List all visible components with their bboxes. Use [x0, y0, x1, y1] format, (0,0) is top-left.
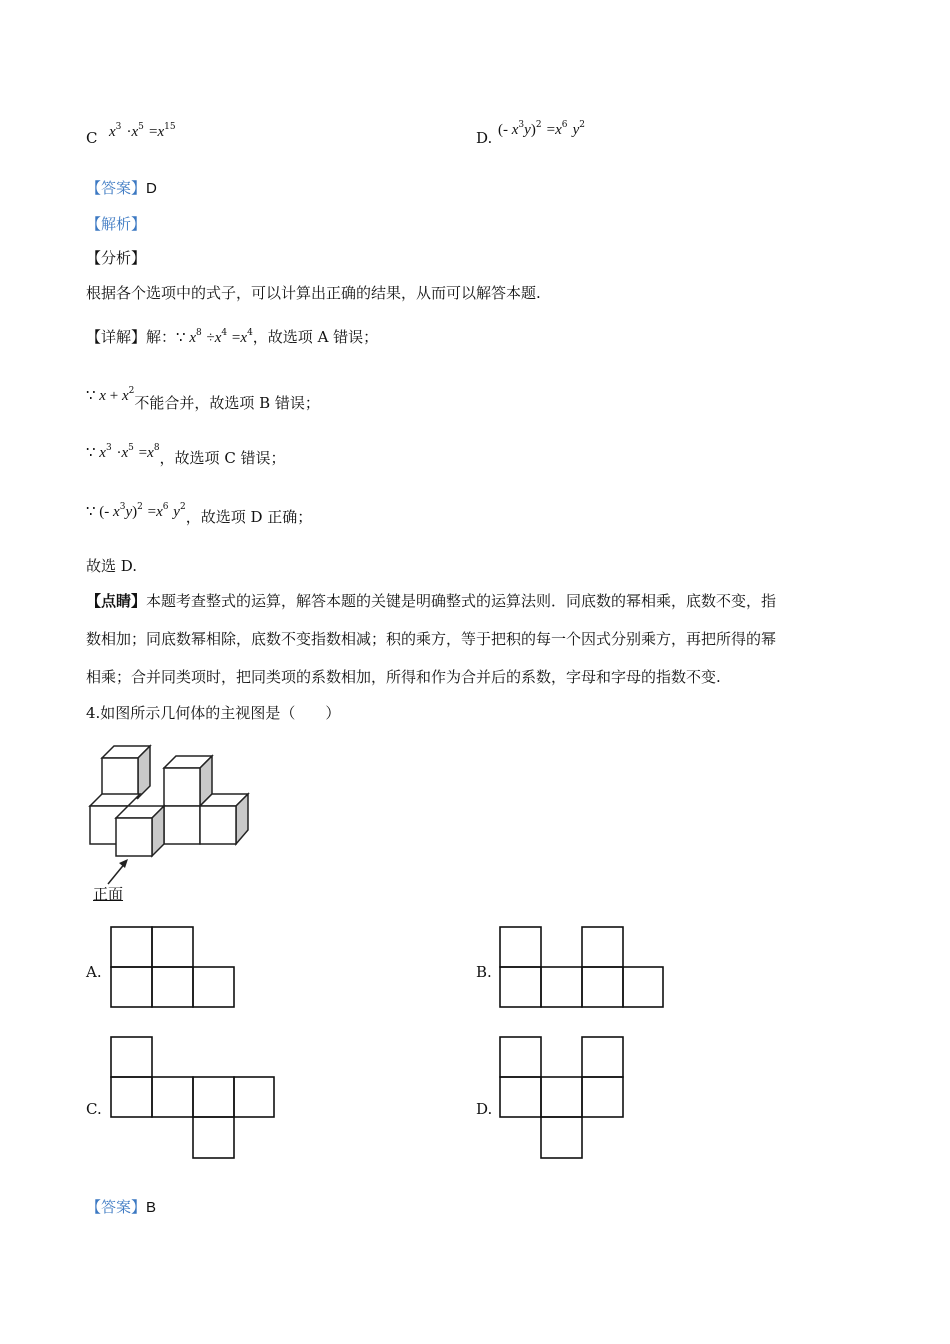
option-d-label-q4: D. — [476, 1100, 493, 1118]
option-c-label: C — [86, 129, 98, 147]
q4-answer-value: B — [146, 1199, 157, 1216]
comment-line-3: 相乘；合并同类项时，把同类项的系数相加，所得和作为合并后的系数，字母和字母的指数不变. — [86, 668, 721, 686]
detail-line-1: 【详解】解：∵ $x^8 \div x^4 =x^4$，故选项 A 错误； — [86, 328, 379, 346]
detail-line-2: ∵ $x + x^2$不能合并，故选项 B 错误； — [86, 386, 320, 412]
comment-text-1: 本题考查整式的运算，解答本题的关键是明确整式的运算法则．同底数的幂相乘，底数不变，指 — [146, 592, 777, 610]
q4-answer-tag: 【答案】 — [86, 1198, 147, 1216]
answer-line — [86, 177, 157, 198]
option-b-label: B. — [476, 963, 492, 981]
question-4-stem: 4.如图所示几何体的主视图是（ ） — [86, 704, 341, 722]
detail-conclusion: 故选 D. — [86, 557, 138, 575]
answer-value: D — [146, 180, 157, 197]
solid-figure — [88, 742, 253, 892]
detail-line-1-tail: ，故选项 A 错误； — [252, 328, 379, 346]
detail-line-4: ∵ (- $x^3y)^2 =x^6$ $y^2$，故选项 D 正确； — [86, 502, 313, 526]
analysis-tag: 【解析】 — [86, 215, 147, 233]
option-c-formula: $x^3 \cdot x^5 =x^{15}$ — [109, 122, 176, 140]
option-d-formula: (- $x^3y)^2 =x^6$ $y^2$ — [498, 120, 586, 138]
option-d-view — [499, 1036, 625, 1160]
q4-answer-line — [86, 1196, 156, 1217]
option-b-view — [499, 926, 665, 1008]
option-c-label-q4: C. — [86, 1100, 102, 1118]
comment-line-1 — [86, 590, 776, 611]
option-a-view — [110, 926, 236, 1008]
option-c-view — [110, 1036, 276, 1160]
detail-line-3: ∵ $x^3 \cdot x^5 =x^8$，故选项 C 错误； — [86, 443, 286, 467]
detail-tag: 【详解】解： — [86, 328, 177, 346]
detail-line-4-tail: ，故选项 D 正确； — [185, 508, 313, 526]
detail-line-3-tail: ，故选项 C 错误； — [159, 449, 286, 467]
fenxi-tag: 【分析】 — [86, 249, 147, 267]
option-a-label: A. — [86, 963, 102, 981]
option-d-label: D. — [476, 129, 493, 147]
front-label: 正面 — [93, 885, 124, 903]
comment-line-2: 数相加；同底数幂相除，底数不变指数相减；积的乘方，等于把积的每一个因式分别乘方，再把所得的幂 — [86, 630, 777, 648]
comment-tag: 【点睛】 — [86, 592, 147, 610]
detail-line-2-tail: 不能合并，故选项 B 错误； — [134, 394, 320, 412]
answer-tag: 【答案】 — [86, 179, 147, 197]
fenxi-text: 根据各个选项中的式子，可以计算出正确的结果，从而可以解答本题. — [86, 284, 541, 302]
